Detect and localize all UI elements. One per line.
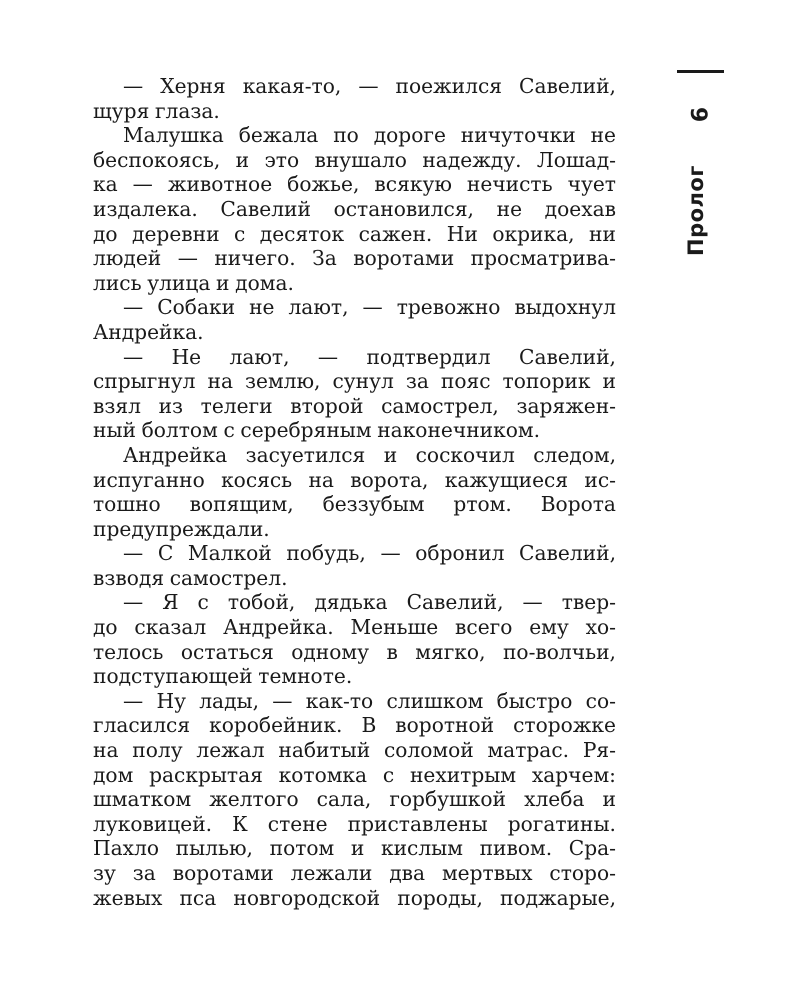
text-line: предупреждали. <box>93 516 270 541</box>
text-line: жевых пса новгородской породы, поджарые, <box>93 885 616 910</box>
text-line: зу за воротами лежали два мертвых сторо- <box>93 861 616 885</box>
text-line: — Я с тобой, дядька Савелий, — твер- <box>123 590 616 615</box>
text-line: — Собаки не лают, — тревожно выдохнул <box>123 295 616 320</box>
text-line: шматком желтого сала, горбушкой хлеба и <box>93 787 616 812</box>
text-line: беспокоясь, и это внушало надежду. Лошад- <box>93 147 616 172</box>
text-line: тошно вопящим, беззубым ртом. Ворота <box>93 492 616 517</box>
page-number: 9 <box>685 107 710 123</box>
text-line: гласился коробейник. В воротной сторожке <box>93 713 616 738</box>
text-line: щуря глаза. <box>93 98 220 123</box>
text-line: — Ну лады, — как-то слишком быстро со- <box>123 688 616 713</box>
header-rule <box>677 70 724 73</box>
text-line: людей — ничего. За воротами просматрива- <box>93 246 616 271</box>
text-line: на полу лежал набитый соломой матрас. Ря- <box>93 738 616 763</box>
text-line: взял из телеги второй самострел, заряжен- <box>93 393 616 418</box>
text-line: до сказал Андрейка. Меньше всего ему хо- <box>93 615 616 640</box>
text-line: Пахло пылью, потом и кислым пивом. Сра- <box>93 836 616 861</box>
text-line: подступающей темноте. <box>93 664 353 689</box>
text-line: — Херня какая-то, — поежился Савелий, <box>123 74 616 98</box>
text-line: до деревни с десяток сажен. Ни окрика, ни <box>93 221 616 246</box>
text-line: — Не лают, — подтвердил Савелий, <box>123 344 616 369</box>
text-line: издалека. Савелий остановился, не доехав <box>93 196 616 221</box>
text-line: лись улица и дома. <box>93 270 294 295</box>
text-line: телось остаться одному в мягко, по-волчьи, <box>93 639 616 664</box>
text-line: Малушка бежала по дороге ничуточки не <box>123 123 616 148</box>
running-title: Пролог <box>684 165 708 256</box>
text-line: — С Малкой побудь, — обронил Савелий, <box>123 541 616 566</box>
text-line: дом раскрытая котомка с нехитрым харчем: <box>93 762 616 787</box>
body-text <box>93 74 616 910</box>
text-line: ный болтом с серебряным наконечником. <box>93 418 541 443</box>
text-line: взводя самострел. <box>93 565 288 590</box>
text-line: испуганно косясь на ворота, кажущиеся ис- <box>93 467 616 492</box>
text-line: Андрейка засуетился и соскочил следом, <box>123 442 616 467</box>
text-line: ка — животное божье, всякую нечисть чует <box>93 172 616 197</box>
text-line: Андрейка. <box>93 319 204 344</box>
text-line: луковицей. К стене приставлены рогатины. <box>93 811 616 836</box>
text-line: спрыгнул на землю, сунул за пояс топорик и <box>93 369 616 394</box>
